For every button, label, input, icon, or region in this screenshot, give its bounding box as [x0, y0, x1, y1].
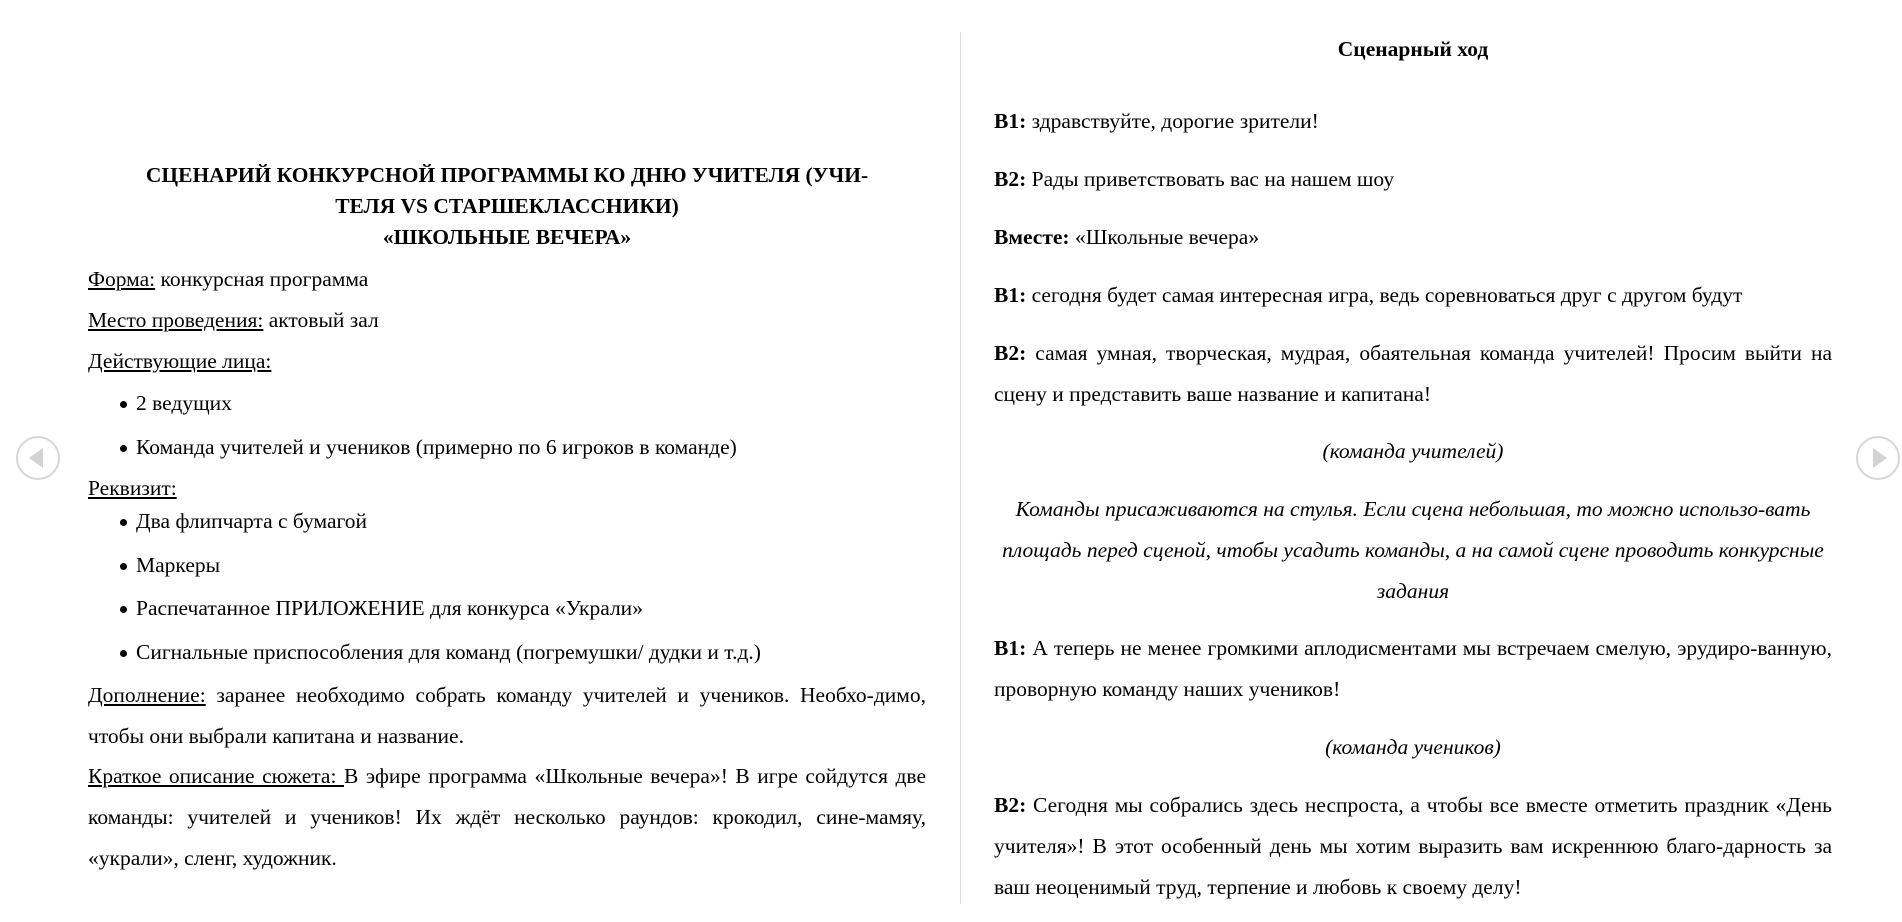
script-line	[994, 275, 1832, 316]
speaker-text: А теперь не менее громкими аплодисментами мы встречаем смелую, эрудиро-ванную, проворную команду наших учеников!	[994, 636, 1832, 701]
addition-value: заранее необходимо собрать команду учителей и учеников. Необхо-димо, чтобы они выбрали капитана и название.	[88, 683, 926, 748]
list-item: Два флипчарта с бумагой	[120, 500, 926, 544]
title-line-1: СЦЕНАРИЙ КОНКУРСНОЙ ПРОГРАММЫ КО ДНЮ УЧИТЕЛЯ (УЧИ-	[145, 163, 869, 187]
props-label: Реквизит:	[88, 476, 177, 500]
script-line	[994, 159, 1832, 200]
form-field	[88, 259, 926, 300]
speaker-label: В1:	[994, 636, 1027, 660]
props-list	[120, 500, 926, 674]
list-item: Маркеры	[120, 544, 926, 588]
form-value: конкурсная программа	[155, 267, 369, 291]
place-value: актовый зал	[263, 308, 379, 332]
script-line	[994, 785, 1832, 908]
speaker-label: В1:	[994, 109, 1027, 133]
script-line	[994, 333, 1832, 415]
persons-label: Действующие лица:	[88, 349, 272, 373]
speaker-text: здравствуйте, дорогие зрители!	[1026, 109, 1319, 133]
speaker-label: Вместе:	[994, 225, 1070, 249]
document-title	[88, 160, 926, 253]
title-line-2: ТЕЛЯ VS СТАРШЕКЛАССНИКИ)	[335, 194, 679, 218]
right-page	[994, 0, 1832, 922]
speaker-text: сегодня будет самая интересная игра, ведь соревноваться друг с другом будут	[1026, 283, 1743, 307]
list-item: Распечатанное ПРИЛОЖЕНИЕ для конкурса «Украли»	[120, 587, 926, 631]
speaker-text: «Школьные вечера»	[1069, 225, 1260, 249]
speaker-label: В2:	[994, 793, 1027, 817]
summary-label: Краткое описание сюжета:	[88, 764, 344, 788]
script-line	[994, 217, 1832, 258]
prev-page-button[interactable]	[16, 436, 60, 480]
chevron-left-icon	[29, 448, 43, 468]
script-line	[994, 628, 1832, 710]
speaker-text: самая умная, творческая, мудрая, обаятельная команда учителей! Просим выйти на сцену и представить ваше название и капитана!	[994, 341, 1832, 406]
left-page	[88, 0, 926, 922]
addition-label: Дополнение:	[88, 683, 206, 707]
page-divider	[960, 32, 961, 904]
stage-direction-teachers: (команда учителей)	[1322, 439, 1504, 463]
summary-field	[88, 756, 926, 879]
place-field	[88, 300, 926, 341]
list-item: Сигнальные приспособления для команд (погремушки/ дудки и т.д.)	[120, 631, 926, 675]
list-item: Команда учителей и учеников (примерно по 6 игроков в команде)	[120, 426, 926, 470]
speaker-label: В2:	[994, 341, 1027, 365]
place-label: Место проведения:	[88, 308, 264, 332]
title-line-3: «ШКОЛЬНЫЕ ВЕЧЕРА»	[382, 225, 632, 249]
speaker-label: В2:	[994, 167, 1027, 191]
summary-value: В эфире программа «Школьные вечера»! В игре сойдутся две команды: учителей и учеников! Их ждёт несколько раундов: крокодил, сине-мамяу, «украли», сленг, художник.	[88, 764, 926, 870]
next-page-button[interactable]	[1856, 436, 1900, 480]
speaker-text: Рады приветствовать вас на нашем шоу	[1026, 167, 1395, 191]
speaker-text: Сегодня мы собрались здесь неспроста, а чтобы все вместе отметить праздник «День учителя»! В этот особенный день мы хотим выразить вам искреннюю благо-дарность за ваш неоценимый труд, терпение и любовь к своему делу!	[994, 793, 1832, 899]
list-item: 2 ведущих	[120, 382, 926, 426]
chevron-right-icon	[1873, 448, 1887, 468]
form-label: Форма:	[88, 267, 156, 291]
script-line	[994, 101, 1832, 142]
persons-list	[120, 382, 926, 469]
addition-field	[88, 675, 926, 757]
stage-direction-students: (команда учеников)	[1325, 735, 1501, 759]
speaker-label: В1:	[994, 283, 1027, 307]
stage-direction-note: Команды присаживаются на стулья. Если сцена небольшая, то можно использо-вать площадь перед сценой, чтобы усадить команды, а на самой сцене проводить конкурсные задания	[1002, 497, 1824, 603]
persons-field	[88, 341, 926, 382]
script-heading: Сценарный ход	[1337, 37, 1489, 61]
